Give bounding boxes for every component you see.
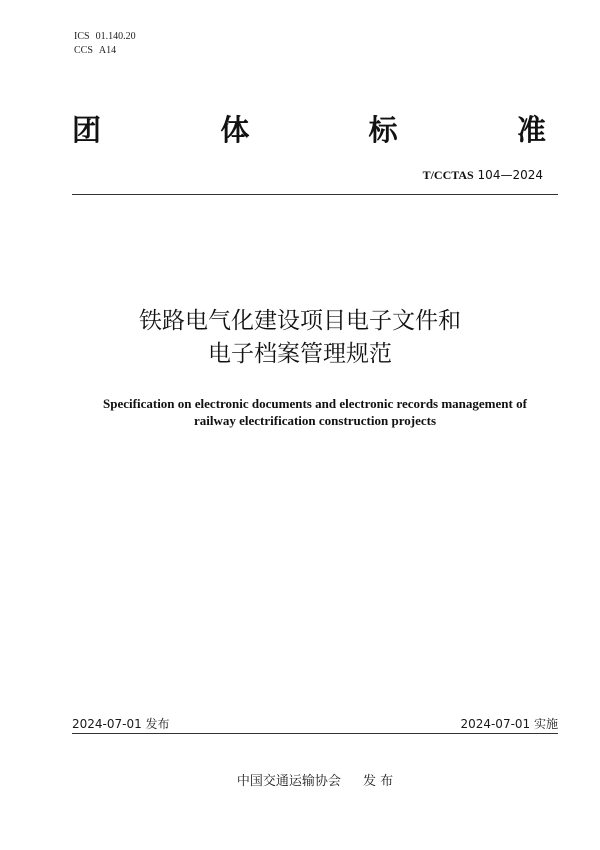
standard-number [423,167,543,183]
standard-number-prefix: T/CCTAS [422,168,474,182]
document-title-english [0,395,600,429]
ics-code [74,30,136,44]
standard-type-char-3: 标 [368,113,398,147]
publish-date: 2024-07-01 发布 [72,717,170,731]
document-title-chinese [0,305,600,371]
ics-label: ICS [74,31,90,42]
title-en-line-2: railway electrification construction projects [194,413,436,428]
title-zh-line-2: 电子档案管理规范 [208,341,392,367]
ics-value: 01.140.20 [95,31,136,42]
publisher-action: 发 布 [362,774,394,789]
bottom-divider [72,733,558,734]
ccs-value: A14 [98,45,117,56]
standard-type-heading [72,110,546,150]
top-divider [72,194,558,195]
implementation-date: 2024-07-01 实施 [460,717,558,731]
ccs-label: CCS [74,45,93,56]
title-zh-line-1: 铁路电气化建设项目电子文件和 [139,308,461,334]
publisher-name: 中国交通运输协会 [236,774,341,789]
standard-type-char-4: 准 [516,113,546,147]
title-en-line-1: Specification on electronic documents and electronic records management of [103,396,527,411]
classification-codes [74,30,136,58]
ccs-code [74,44,136,58]
standard-type-char-1: 团 [72,113,102,147]
standard-number-value: 104—2024 [477,168,543,182]
publisher-line [0,773,600,791]
standard-type-char-2: 体 [220,113,250,147]
